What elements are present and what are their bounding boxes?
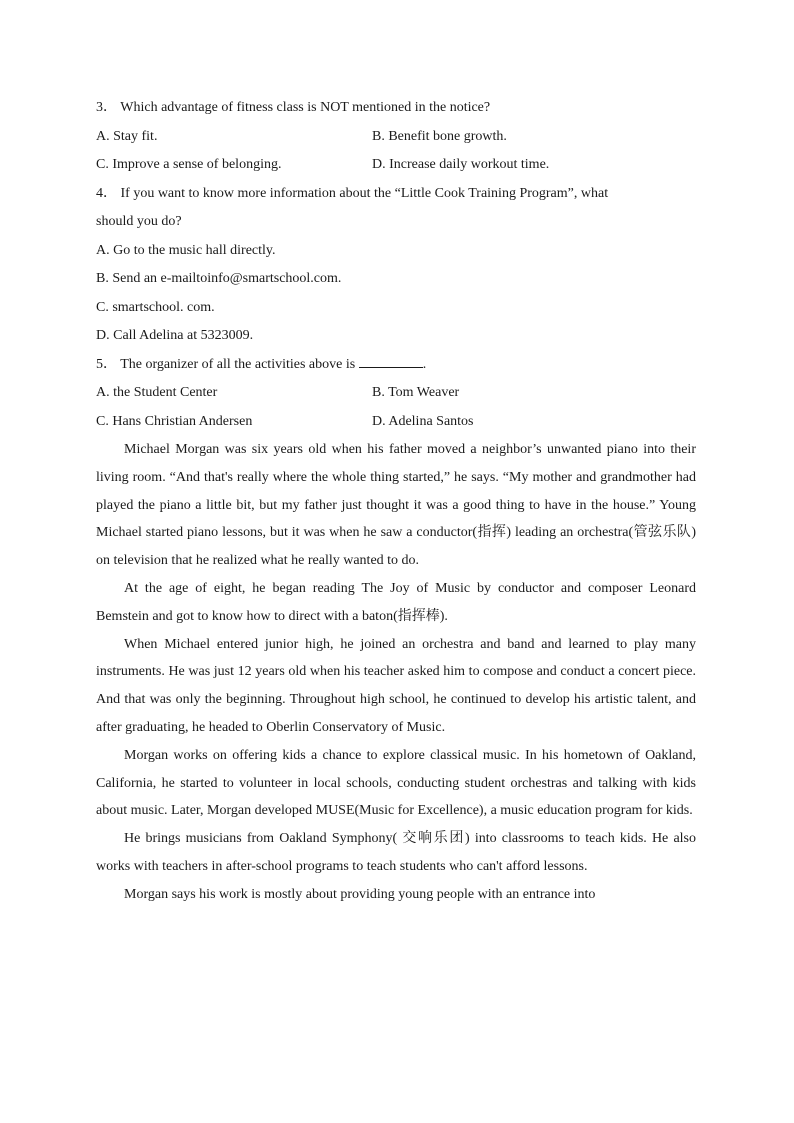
option-b: B. Tom Weaver xyxy=(372,385,460,400)
question-number: 3． xyxy=(96,100,117,115)
option-d: D. Increase daily workout time. xyxy=(372,157,550,172)
option-row xyxy=(96,379,696,408)
passage-paragraph: Michael Morgan was six years old when his father moved a neighbor’s unwanted piano into their living room. “And that's really where the whole thing started,” he says. “My mother and grandmother had played the piano a little bit, but my father just thought it was a good thing to have in the house.” Young Michael started piano lessons, but it was when he saw a conductor(指挥) leading an orchestra(管弦乐队) on television that he realized what he really wanted to do. xyxy=(96,442,696,569)
question-number: 5． xyxy=(96,356,117,372)
option-c: C. Hans Christian Andersen xyxy=(96,413,253,429)
option-d: D. Call Adelina at 5323009. xyxy=(96,328,254,343)
option-row xyxy=(96,408,696,437)
passage-paragraph: Morgan says his work is mostly about providing young people with an entrance into xyxy=(124,886,596,902)
question-text: The organizer of all the activities above is xyxy=(120,356,356,372)
passage-paragraph: At the age of eight, he began reading The Joy of Music by conductor and composer Leonard Bemstein and got to know how to direct with a baton(指挥棒). xyxy=(96,580,696,624)
question-4-continued: should you do? xyxy=(96,214,182,229)
option-c: C. smartschool. com. xyxy=(96,299,215,315)
option-c: C. Improve a sense of belonging. xyxy=(96,157,282,172)
question-text: Which advantage of fitness class is NOT mentioned in the notice? xyxy=(120,100,491,115)
answer-blank xyxy=(359,355,423,368)
question-3 xyxy=(96,94,696,123)
passage-paragraph: He brings musicians from Oakland Symphony( 交响乐团) into classrooms to teach kids. He also works with teachers in after-school programs to teach students who can't afford lessons. xyxy=(96,831,696,874)
option-d: D. Adelina Santos xyxy=(372,413,474,429)
document-page xyxy=(96,94,696,909)
passage-paragraph: Morgan works on offering kids a chance to explore classical music. In his hometown of Oakland, California, he started to volunteer in local schools, conducting student orchestras and talking with kids about music. Later, Morgan developed MUSE(Music for Excellence), a music education program for kids. xyxy=(96,747,696,819)
question-5 xyxy=(96,351,696,380)
option-row xyxy=(96,123,696,152)
question-text: If you want to know more information about the “Little Cook Training Program”, what xyxy=(120,185,609,201)
passage-paragraph: When Michael entered junior high, he joined an orchestra and band and learned to play many instruments. He was just 12 years old when his teacher asked him to compose and conduct a concert piece. And that was only the beginning. Throughout high school, he continued to develop his artistic talent, and after graduating, he headed to Oberlin Conservatory of Music. xyxy=(96,636,696,735)
question-number: 4． xyxy=(96,185,117,201)
option-b: B. Send an e-mailtoinfo@smartschool.com. xyxy=(96,271,342,286)
question-end: . xyxy=(422,356,427,372)
question-4 xyxy=(96,180,696,209)
option-row xyxy=(96,151,696,180)
option-a: A. Stay fit. xyxy=(96,128,158,144)
option-b: B. Benefit bone growth. xyxy=(372,128,507,144)
option-a: A. Go to the music hall directly. xyxy=(96,242,276,258)
option-a: A. the Student Center xyxy=(96,385,218,400)
